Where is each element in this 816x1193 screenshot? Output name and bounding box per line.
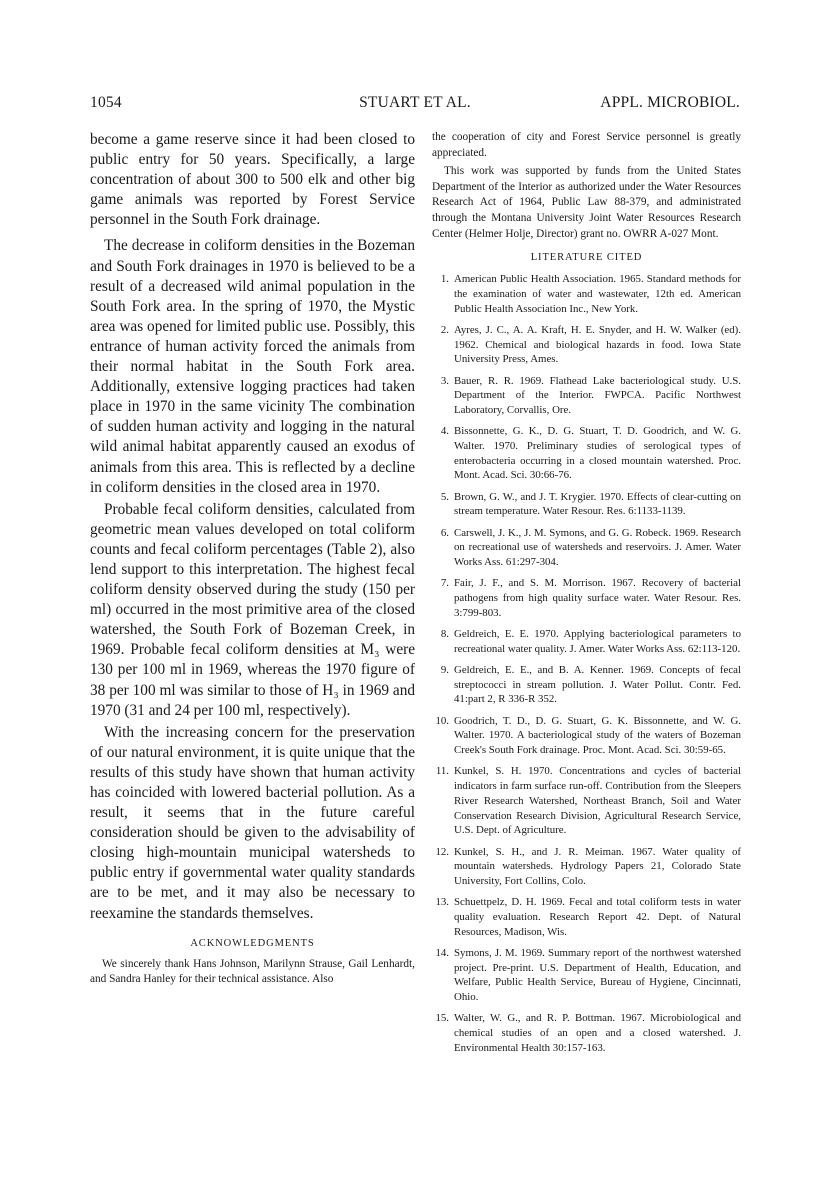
reference-text: Fair, J. F., and S. M. Morrison. 1967. Recovery of bacterial pathogens from high quality surface water. Water Resour. Res. 3:799-803. — [454, 577, 741, 619]
reference-number: 14. — [435, 947, 449, 959]
reference-number: 3. — [440, 374, 449, 387]
reference-item — [432, 272, 741, 316]
reference-item — [432, 714, 741, 758]
right-column — [432, 130, 741, 1062]
left-column — [90, 130, 415, 988]
reference-text: Brown, G. W., and J. T. Krygier. 1970. Effects of clear-cutting on stream temperature. Water Resour. Res. 6:1133-1139. — [454, 490, 741, 518]
acknowledgments-heading: ACKNOWLEDGMENTS — [190, 937, 315, 949]
reference-text: Walter, W. G., and R. P. Bottman. 1967. Microbiological and chemical studies of an open and a closed watershed. J. Environmental Health 30:157-163. — [454, 1012, 741, 1054]
reference-item — [432, 845, 741, 889]
reference-number: 15. — [435, 1012, 449, 1025]
reference-item — [432, 526, 741, 570]
reference-number: 8. — [440, 628, 449, 641]
literature-cited-heading: LITERATURE CITED — [530, 252, 643, 264]
body-paragraph: become a game reserve since it had been closed to public entry for 50 years. Specifically, a large concentration of about 300 to 500 elk and other big game animals was reported by Forest Service personnel in the South Fork drainage. — [90, 131, 415, 229]
reference-text: Bauer, R. R. 1969. Flathead Lake bacteriological study. U.S. Department of the Interior. FWPCA. Pacific Northwest Laboratory, Corvallis, Ore. — [454, 374, 741, 416]
reference-text: Ayres, J. C., A. A. Kraft, H. E. Snyder, and H. W. Walker (ed). 1962. Chemical and biological hazards in food. Iowa State University Press, Ames. — [454, 323, 741, 366]
reference-item — [432, 490, 741, 519]
reference-number: 5. — [440, 490, 449, 503]
reference-item — [432, 576, 741, 620]
running-header — [90, 94, 740, 114]
reference-text: Schuettpelz, D. H. 1969. Fecal and total coliform tests in water quality evaluation. Research Report 42. Dept. of Natural Resources, Madison, Wis. — [454, 896, 741, 938]
reference-item — [432, 1011, 741, 1055]
reference-item — [432, 764, 741, 838]
reference-text: Carswell, J. K., J. M. Symons, and G. G. Robeck. 1969. Research on recreational use of watersheds and reservoirs. J. Amer. Water Works Ass. 61:297-304. — [454, 526, 741, 569]
reference-text: Kunkel, S. H. 1970. Concentrations and cycles of bacterial indicators in farm surface run-off. Contribution from the Sleepers River Research Watershed, Northeast Branch, Soil and Water Conservation Research Division, Agricultural Research Service, U.S. Dept. of Agriculture. — [454, 765, 741, 837]
acknowledgments-continuation: the cooperation of city and Forest Service personnel is greatly appreciated. — [432, 131, 741, 159]
journal-name: APPL. MICROBIOL. — [600, 94, 740, 111]
reference-number: 12. — [435, 845, 449, 858]
reference-item — [432, 895, 741, 939]
reference-number: 11. — [435, 765, 449, 778]
body-paragraph: With the increasing concern for the preservation of our natural environment, it is quite unique that the results of this study have shown that human activity has coincided with lowered bacterial pollution. As a result, it seems that in the future careful consideration should be given to the advisability of closing high-mountain municipal watersheds to public entry if governmental water quality standards are to be met, and it may also be necessary to reexamine the standards themselves. — [90, 723, 415, 922]
page-number: 1054 — [90, 94, 122, 111]
reference-number: 2. — [440, 323, 449, 336]
reference-number: 10. — [435, 714, 449, 727]
reference-number: 4. — [440, 425, 449, 438]
running-authors: STUART ET AL. — [359, 94, 471, 111]
reference-item — [432, 374, 741, 418]
reference-text: Goodrich, T. D., D. G. Stuart, G. K. Bissonnette, and W. G. Walter. 1970. A bacteriological study of the waters of Bozeman Creek's South Fork drainage. Proc. Mont. Acad. Sci. 30:59-65. — [454, 714, 741, 757]
reference-text: Geldreich, E. E., and B. A. Kenner. 1969. Concepts of fecal streptococci in stream pollution. J. Water Pollut. Contr. Fed. 41:part 2, R 336-R 352. — [454, 664, 741, 706]
reference-number: 9. — [440, 664, 449, 677]
reference-text: Bissonnette, G. K., D. G. Stuart, T. D. Goodrich, and W. G. Walter. 1970. Preliminary studies of serological types of enterobacteria occurring in a closed mountain watershed. Proc. Mont. Acad. Sci. 30:66-76. — [454, 425, 741, 482]
reference-text: Symons, J. M. 1969. Summary report of the northwest watershed project. Pre-print. U.S. Department of Health, Education, and Welfare, Public Health Service, Bureau of Hygiene, Cincinnati, Ohio. — [454, 947, 741, 1004]
reference-item — [432, 627, 741, 656]
reference-number: 7. — [440, 577, 449, 590]
reference-item — [432, 323, 741, 367]
acknowledgments-text: We sincerely thank Hans Johnson, Marilynn Strause, Gail Lenhardt, and Sandra Hanley for their technical assistance. Also — [90, 957, 415, 986]
reference-text: Kunkel, S. H., and J. R. Meiman. 1967. Water quality of mountain watersheds. Hydrology Papers 21, Colorado State University, Fort Collins, Colo. — [454, 845, 741, 887]
reference-item — [432, 663, 741, 707]
reference-number: 1. — [440, 273, 449, 286]
reference-item — [432, 946, 741, 1005]
body-paragraph: The decrease in coliform densities in the Bozeman and South Fork drainages in 1970 is believed to be a result of a decreased wild animal population in the South Fork area. In the spring of 1970, the Mystic area was opened for limited public use. Possibly, this entrance of human activity forced the animals from their normal habitat in the South Fork area. Additionally, extensive logging practices had taken place in 1970 in the same vicinity The combination of sudden human activity and logging in the natural wild animal habitat apparently caused an exodus of animals from this area. This is reflected by a decline in coliform densities in the closed area in 1970. — [90, 237, 415, 496]
funding-statement: This work was supported by funds from the United States Department of the Interior as authorized under the Water Resources Research Act of 1964, Public Law 88-379, and administrated through the Montana University Joint Water Resources Research Center (Helmer Holje, Director) grant no. OWRR A-027 Mont. — [432, 165, 741, 240]
reference-text: American Public Health Association. 1965. Standard methods for the examination of water and wastewater, 12th ed. American Public Health Association Inc., New York. — [454, 273, 741, 315]
reference-item — [432, 424, 741, 483]
reference-number: 13. — [435, 896, 449, 909]
reference-text: Geldreich, E. E. 1970. Applying bacteriological parameters to recreational water quality. J. Amer. Water Works Ass. 62:113-120. — [454, 628, 741, 655]
body-paragraph: Probable fecal coliform densities, calculated from geometric mean values developed on total coliform counts and fecal coliform percentages (Table 2), also lend support to this interpretation. The highest fecal coliform density observed during the study (150 per ml) occurred in the most primitive area of the closed watershed, the South Fork of Bozeman Creek, in 1969. Probable fecal coliform densities at M₃ were 130 per 100 ml in 1969, whereas the 1970 figure of 38 per 100 ml was similar to those of H₃ in 1969 and 1970 (31 and 24 per 100 ml, respectively). — [90, 500, 415, 719]
reference-list — [432, 272, 741, 1055]
reference-number: 6. — [440, 526, 449, 539]
